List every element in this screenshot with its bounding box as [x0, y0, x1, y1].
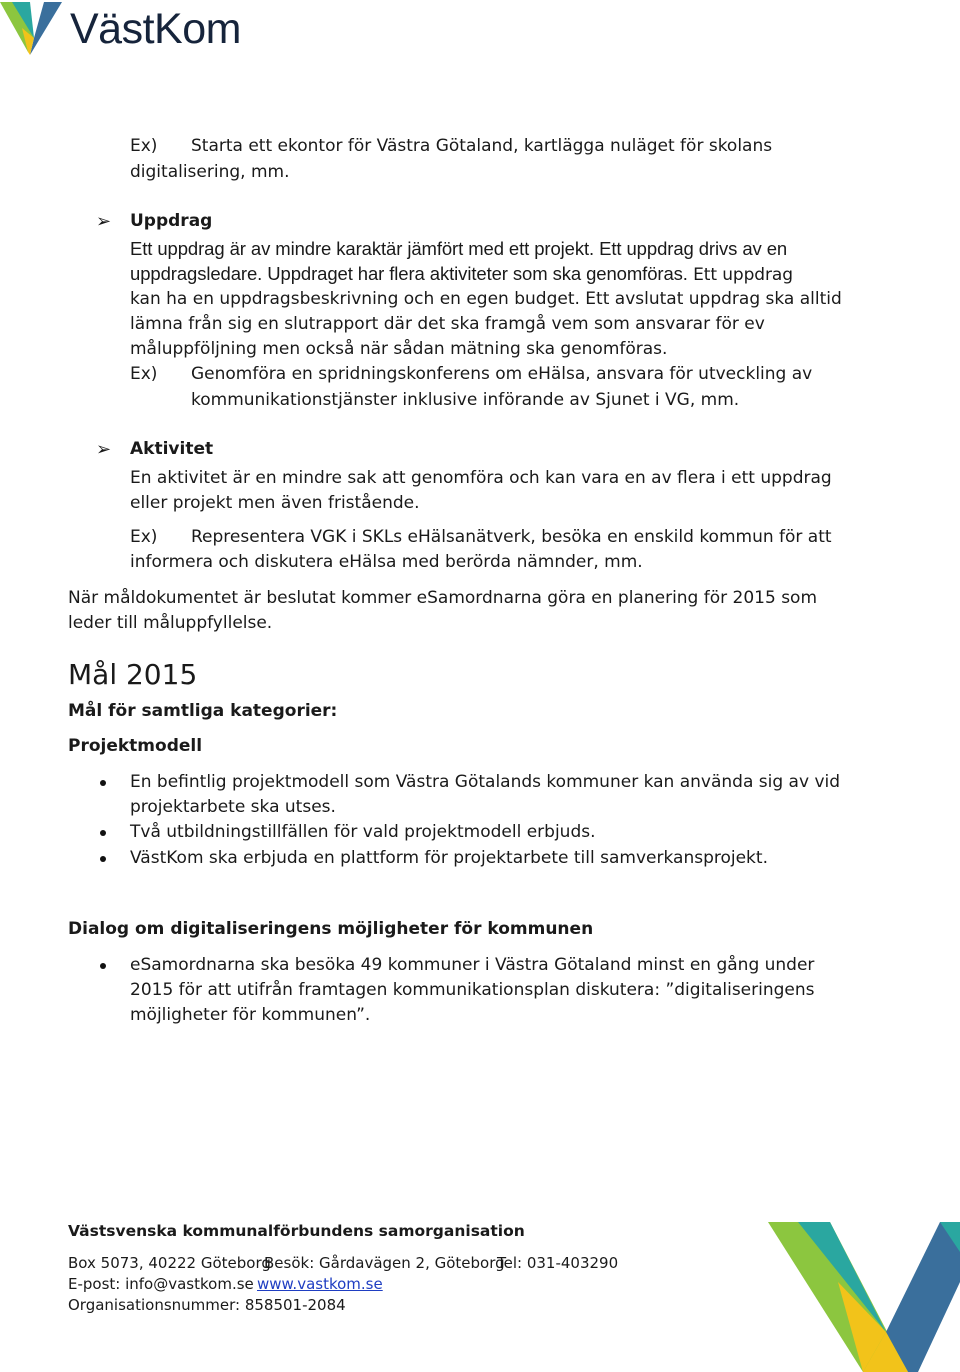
- section-title-projektmodell: Projektmodell: [68, 736, 203, 756]
- goal-bullet-line: 2015 för att utifrån framtagen kommunikationsplan diskutera: ”digitaliseringens: [130, 980, 815, 1000]
- aktivitet-line: eller projekt men även fristående.: [130, 493, 420, 513]
- intro-ex-line1: Starta ett ekontor för Västra Götaland, kartlägga nuläget för skolans: [191, 136, 773, 156]
- intro-ex-line2: digitalisering, mm.: [130, 162, 290, 182]
- arrow-bullet-icon: ➢: [96, 211, 112, 232]
- goal-bullet-line: Två utbildningstillfällen för vald projektmodell erbjuds.: [130, 822, 596, 842]
- goal-bullet-line: VästKom ska erbjuda en plattform för projektarbete till samverkansprojekt.: [130, 848, 768, 868]
- aktivitet-ex-line1: Representera VGK i SKLs eHälsanätverk, besöka en enskild kommun för att: [191, 527, 832, 547]
- closing-line: leder till måluppfyllelse.: [68, 613, 273, 633]
- arrow-bullet-icon: ➢: [96, 439, 112, 460]
- goal-bullet-line: En befintlig projektmodell som Västra Götalands kommuner kan använda sig av vid: [130, 772, 841, 792]
- footer-visit-address: Besök: Gårdavägen 2, Göteborg: [264, 1254, 505, 1272]
- footer-address: Box 5073, 40222 Göteborg: [68, 1254, 271, 1272]
- intro-ex-label: Ex): [130, 136, 158, 156]
- closing-line: När måldokumentet är beslutat kommer eSamordnarna göra en planering för 2015 som: [68, 588, 818, 608]
- vastkom-logo: [0, 0, 270, 56]
- uppdrag-heading: Uppdrag: [130, 211, 213, 231]
- footer-org-name: Västsvenska kommunalförbundens samorganisation: [68, 1222, 525, 1240]
- goal-bullet-line: eSamordnarna ska besöka 49 kommuner i Västra Götaland minst en gång under: [130, 955, 815, 975]
- goals-subtitle: Mål för samtliga kategorier:: [68, 701, 338, 721]
- goal-bullet-line: möjligheter för kommunen”.: [130, 1005, 371, 1025]
- section-title-dialog: Dialog om digitaliseringens möjligheter för kommunen: [68, 919, 594, 939]
- uppdrag-line: Ett uppdrag är av mindre karaktär jämfört med ett projekt. Ett uppdrag drivs av en: [130, 238, 788, 259]
- uppdrag-line: måluppföljning men också när sådan mätning ska genomföras.: [130, 339, 668, 359]
- uppdrag-ex-line2: kommunikationstjänster inklusive införande av Sjunet i VG, mm.: [191, 390, 740, 410]
- uppdrag-line: lämna från sig en slutrapport där det ska framgå vem som ansvarar för ev: [130, 314, 765, 334]
- uppdrag-ex-line1: Genomföra en spridningskonferens om eHälsa, ansvara för utveckling av: [191, 364, 813, 384]
- footer-website-link[interactable]: www.vastkom.se: [257, 1275, 383, 1293]
- aktivitet-ex-label: Ex): [130, 527, 158, 547]
- aktivitet-ex-line2: informera och diskutera eHälsa med berörda nämnder, mm.: [130, 552, 643, 572]
- bullet-dot-icon: [100, 780, 106, 786]
- aktivitet-line: En aktivitet är en mindre sak att genomföra och kan vara en av flera i ett uppdrag: [130, 468, 832, 488]
- footer-org-number: Organisationsnummer: 858501-2084: [68, 1296, 346, 1314]
- aktivitet-heading: Aktivitet: [130, 439, 214, 459]
- vastkom-logo-mark-icon: [0, 0, 64, 56]
- bullet-dot-icon: [100, 830, 106, 836]
- vastkom-footer-mark-icon: [768, 1222, 960, 1372]
- uppdrag-line: uppdragsledare. Uppdraget har flera aktiviteter som ska genomföras. Ett uppdrag: [130, 263, 793, 285]
- uppdrag-line: kan ha en uppdragsbeskrivning och en egen budget. Ett avslutat uppdrag ska alltid: [130, 289, 842, 309]
- bullet-dot-icon: [100, 963, 106, 969]
- uppdrag-ex-label: Ex): [130, 364, 158, 384]
- bullet-dot-icon: [100, 856, 106, 862]
- footer-phone: Tel: 031-403290: [497, 1254, 619, 1272]
- goals-title: Mål 2015: [68, 658, 198, 691]
- goal-bullet-line: projektarbete ska utses.: [130, 797, 336, 817]
- footer-email: E-post: info@vastkom.se: [68, 1275, 254, 1293]
- brand-name: VästKom: [70, 5, 241, 53]
